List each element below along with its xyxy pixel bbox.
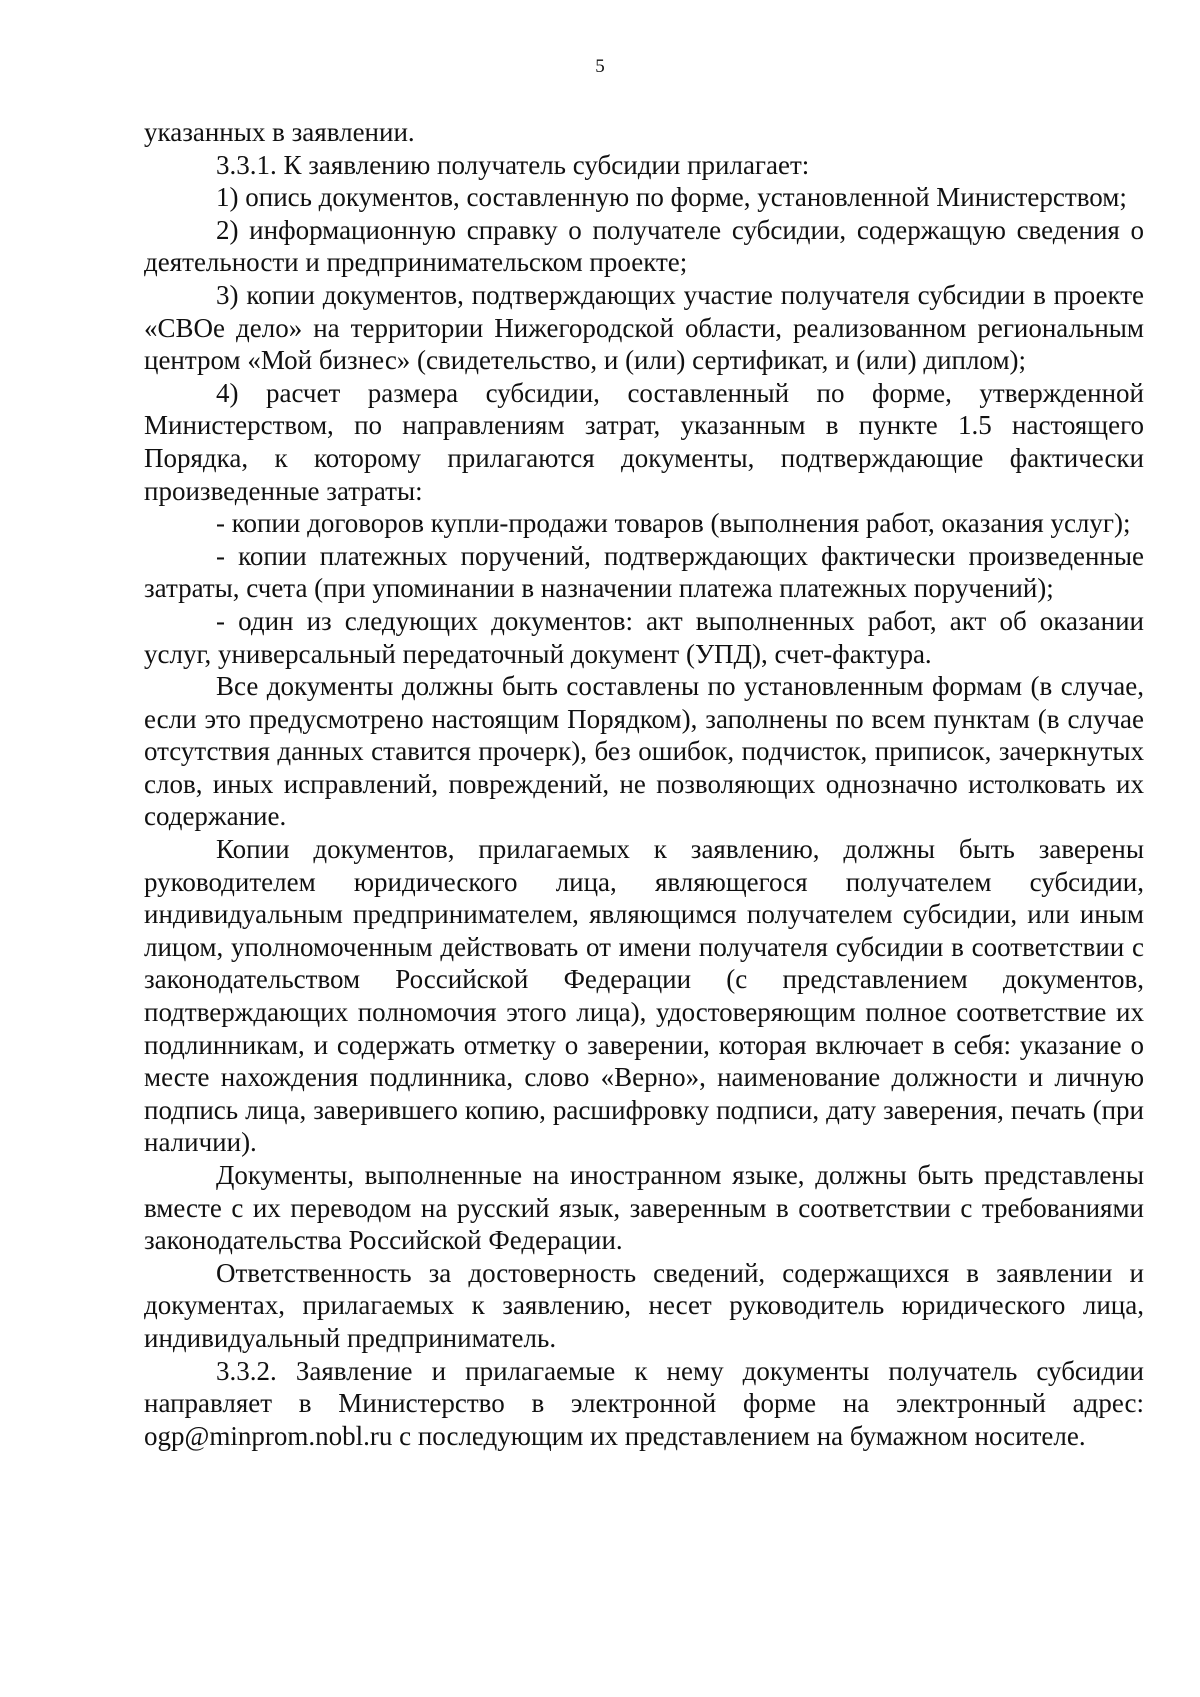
paragraph-bullet-payment-orders: - копии платежных поручений, подтверждающих фактически произведенные затраты, счета (при упоминании в назначении платежа платежных поручений); <box>144 540 1144 604</box>
paragraph-item-2: 2) информационную справку о получателе субсидии, содержащую сведения о деятельности и предпринимательском проекте; <box>144 214 1144 278</box>
paragraph-copies-certification: Копии документов, прилагаемых к заявлению, должны быть заверены руководителем юридического лица, являющегося получателем субсидии, индивидуальным предпринимателем, являющимся получателем субсидии, или иным лицом, уполномоченным действовать от имени получателя субсидии в соответствии с законодательством Российской Федерации (с представлением документов, подтверждающих полномочия этого лица), удостоверяющим полное соответствие их подлинникам, и содержать отметку о заверении, которая включает в себя: указание о месте нахождения подлинника, слово «Верно», наименование должности и личную подпись лица, заверившего копию, расшифровку подписи, дату заверения, печать (при наличии). <box>144 834 1144 1158</box>
paragraph-item-1: 1) опись документов, составленную по форме, установленной Министерством; <box>216 182 1127 213</box>
document-body <box>144 116 1144 1452</box>
paragraph-document-forms: Все документы должны быть составлены по установленным формам (в случае, если это предусмотрено настоящим Порядком), заполнены по всем пунктам (в случае отсутствия данных ставится прочерк), без ошибок, подчисток, приписок, зачеркнутых слов, иных исправлений, повреждений, не позволяющих однозначно истолковать их содержание. <box>144 671 1144 832</box>
paragraph-bullet-acts: - один из следующих документов: акт выполненных работ, акт об оказании услуг, универсальный передаточный документ (УПД), счет-фактура. <box>144 605 1144 669</box>
paragraph-item-4: 4) расчет размера субсидии, составленный по форме, утвержденной Министерством, по направлениям затрат, указанным в пункте 1.5 настоящего Порядка, к которому прилагаются документы, подтверждающие фактически произведенные затраты: <box>144 377 1144 506</box>
paragraph-continuation: указанных в заявлении. <box>144 117 415 147</box>
paragraph-3-3-2: 3.3.2. Заявление и прилагаемые к нему документы получатель субсидии направляет в Министерство в электронной форме на электронный адрес: ogp@minprom.nobl.ru с последующим их представлением на бумажном носителе. <box>144 1355 1144 1451</box>
paragraph-bullet-contracts: - копии договоров купли-продажи товаров (выполнения работ, оказания услуг); <box>216 508 1131 539</box>
paragraph-3-3-1-heading: 3.3.1. К заявлению получатель субсидии прилагает: <box>216 149 810 180</box>
paragraph-item-3: 3) копии документов, подтверждающих участие получателя субсидии в проекте «СВОе дело» на территории Нижегородской области, реализованном региональным центром «Мой бизнес» (свидетельство, и (или) сертификат, и (или) диплом); <box>144 279 1144 376</box>
page-number: 5 <box>595 56 605 77</box>
paragraph-foreign-language: Документы, выполненные на иностранном языке, должны быть представлены вместе с их переводом на русский язык, заверенным в соответствии с требованиями законодательства Российской Федерации. <box>144 1160 1144 1256</box>
paragraph-responsibility: Ответственность за достоверность сведений, содержащихся в заявлении и документах, прилагаемых к заявлению, несет руководитель юридического лица, индивидуальный предприниматель. <box>144 1257 1144 1353</box>
